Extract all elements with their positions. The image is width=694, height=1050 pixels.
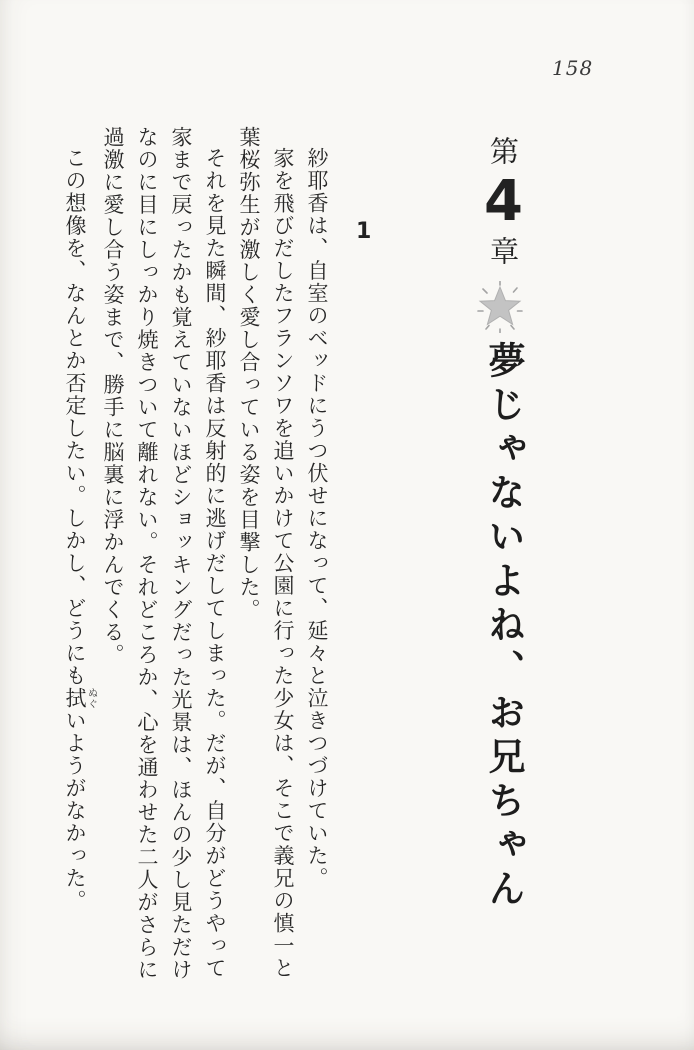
chapter-label-prefix: 第 — [486, 136, 520, 167]
sparkle-star-icon — [483, 281, 533, 333]
paragraph-2: 家を飛びだしたフランソワを追いかけて公園に行った少女は、そこで義兄の慎一と葉桜弥生が激しく愛し合っている姿を目撃した。 — [237, 126, 295, 980]
chapter-title: 夢じゃないよね、お兄ちゃん — [482, 341, 525, 913]
body-text — [58, 126, 334, 990]
page-number: 158 — [552, 56, 594, 80]
paragraph-4: この想像を、なんとか否定したい。しかし、どうにも拭ぬぐいようがなかった。 — [63, 147, 97, 912]
chapter-label-suffix: 章 — [486, 236, 520, 267]
paragraph-3: それを見た瞬間、紗耶香は反射的に逃げだしてしまった。だが、自分がどうやって家まで戻ったかも覚えていないほどショッキングだった光景は、ほんの少し見ただけなのに目にしっかり焼きついて離れない。それどころか、心を通わせた二人がさらに過激に愛し合う姿まで、勝手に脳裏に浮かんでくる。 — [101, 126, 227, 981]
furigana-ruby: 拭ぬぐ — [63, 687, 97, 710]
section-number: 1 — [356, 219, 372, 244]
chapter-heading — [470, 136, 536, 1016]
paragraph-1: 紗耶香は、自室のベッドにうつ伏せになって、延々と泣きつづけていた。 — [305, 147, 329, 890]
chapter-number: 4 — [471, 169, 536, 234]
